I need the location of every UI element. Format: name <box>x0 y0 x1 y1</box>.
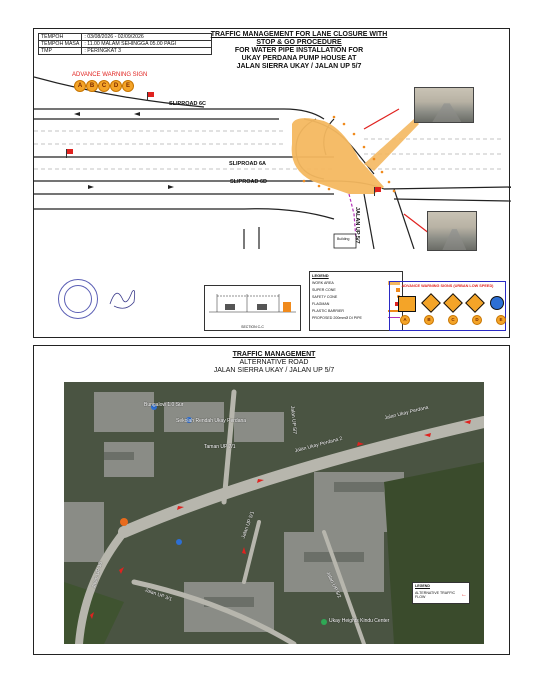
road-works-sign-icon <box>398 296 416 312</box>
flagman-icon <box>374 187 381 192</box>
title-line: TRAFFIC MANAGEMENT FOR LANE CLOSURE WITH <box>210 31 388 38</box>
map-label: Jalan Ukay Perdana <box>383 404 430 422</box>
map-label: Ukay Heights Kindu Center <box>329 618 390 624</box>
title-line: JALAN SIERRA UKAY / JALAN UP 5/7 <box>213 367 335 374</box>
traffic-arrows <box>74 112 174 189</box>
road-label-sliproad-6c: SLIPROAD 6C <box>169 101 206 107</box>
road-edge-line <box>364 194 374 249</box>
title-line: TRAFFIC MANAGEMENT <box>232 351 316 358</box>
road-edge-line <box>394 199 511 201</box>
legend-row: SUPER CONE <box>310 286 402 293</box>
signature <box>106 284 140 314</box>
title-line: UKAY PERDANA PUMP HOUSE AT <box>241 55 357 62</box>
warning-sign-d: D <box>110 80 122 92</box>
map-label: Taman UP 7/1 <box>204 444 236 450</box>
map-label: Jalan UP 5/1 <box>240 510 256 540</box>
info-key: TMP <box>39 48 82 55</box>
map-label: Jalan UP 10 <box>91 561 104 589</box>
road-label-sliproad-6a: SLIPROAD 6A <box>229 161 266 167</box>
flagman-icon <box>66 149 73 154</box>
warning-sign-a: A <box>74 80 86 92</box>
road-edge-line <box>244 227 259 249</box>
info-value: : 11.00 MALAM SEHINGGA 05.00 PAGI <box>82 41 212 48</box>
road-edge-line <box>384 187 511 189</box>
red-arrow-icon: ← <box>461 592 467 598</box>
map-label: Jalan Ukay Perdana 2 <box>294 435 344 455</box>
map-pin-icon <box>176 539 182 545</box>
legend-row: PROPOSED 200mmØ DI PIPE <box>310 314 402 321</box>
map-pin-icon <box>120 518 128 526</box>
map-label: Jalan UP 5/7 <box>289 405 298 435</box>
title-line: STOP & GO PROCEDURE <box>256 39 342 46</box>
satellite-map[interactable] <box>64 382 484 644</box>
map-pin-icon <box>321 619 327 625</box>
work-area <box>292 118 384 194</box>
legend-row: FLAGMAN <box>310 300 402 307</box>
building-label: Building <box>337 237 350 241</box>
official-seal <box>58 279 98 319</box>
alternative-road-sheet <box>33 345 510 655</box>
box-sign-e: E <box>496 315 506 325</box>
warning-sign-c: C <box>98 80 110 92</box>
map-label: Jalan UP 3/1 <box>143 587 173 603</box>
work-area <box>364 119 419 171</box>
site-photo <box>414 87 474 123</box>
sheet-title <box>184 351 364 375</box>
box-sign-c: C <box>448 315 458 325</box>
legend-row: WORK AREA <box>310 279 402 286</box>
info-key: TEMPOH <box>39 34 82 41</box>
advance-warning-signs-box <box>389 281 506 331</box>
map-label: Bungalow 1.0 Sur <box>144 402 184 408</box>
info-value: : PERINGKAT 3 <box>82 48 212 55</box>
title-line: ALTERNATIVE ROAD <box>239 359 309 366</box>
warning-sign-b: B <box>86 80 98 92</box>
warning-diamond-icon <box>465 293 485 313</box>
map-label: Jalan UP 5/2 <box>324 570 343 600</box>
map-legend-heading: LEGEND <box>415 584 430 588</box>
site-photo <box>427 211 477 251</box>
advance-box-heading: ADVANCE WARNING SIGNS (URBAN LOW SPEED) <box>401 284 494 288</box>
photo-pointer-arrow <box>364 109 399 129</box>
sheet-title <box>184 31 414 71</box>
title-line: JALAN SIERRA UKAY / JALAN UP 5/7 <box>236 63 362 70</box>
legend-heading: LEGEND <box>312 273 329 278</box>
map-label: Sekolah Rendah Ukay Perdana <box>176 418 247 424</box>
road-edge-line <box>34 209 334 219</box>
warning-sign-e: E <box>122 80 134 92</box>
road-label-jalan-up: JALAN UP 5/7 <box>354 207 360 244</box>
title-line: FOR WATER PIPE INSTALLATION FOR <box>234 47 364 54</box>
box-sign-a: A <box>400 315 410 325</box>
legend-row: PLASTIC BARRIER <box>310 307 402 314</box>
box-sign-b: B <box>424 315 434 325</box>
box-sign-d: D <box>472 315 482 325</box>
traffic-plan-sheet <box>33 28 510 338</box>
info-value: : 03/08/2026 - 02/09/2026 <box>82 34 212 41</box>
warning-diamond-icon <box>421 293 441 313</box>
advance-warning-label: ADVANCE WARNING SIGN <box>72 72 148 78</box>
warning-diamond-icon <box>443 293 463 313</box>
legend-row: SAFETY CONE <box>310 293 402 300</box>
flagman-icon <box>147 92 154 97</box>
map-legend <box>412 582 470 604</box>
legend-row: ALTERNATIVE TRAFFIC FLOW ← <box>415 591 467 599</box>
map-imagery <box>64 382 484 644</box>
direction-sign-icon <box>490 296 504 310</box>
section-c-c-drawing <box>204 285 301 331</box>
info-key: TEMPOH MASA <box>39 41 82 48</box>
section-caption: SECTION C-C <box>241 325 264 329</box>
road-label-sliproad-6d: SLIPROAD 6D <box>230 179 267 185</box>
